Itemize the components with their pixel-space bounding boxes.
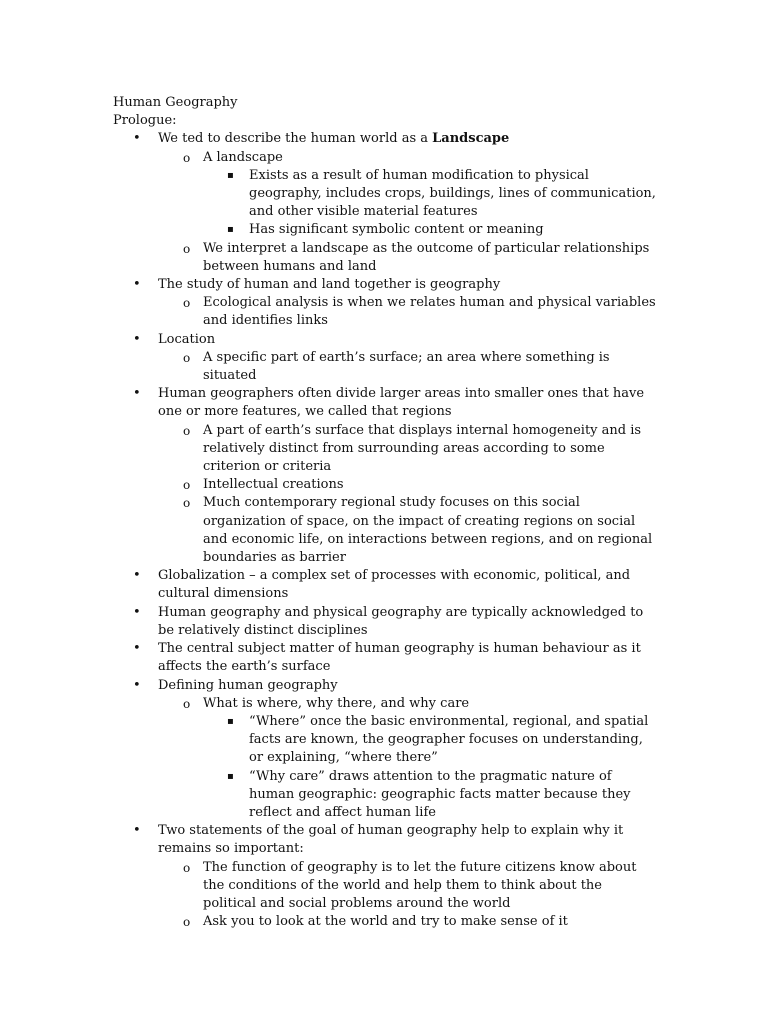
sub-sub-list-item [203, 221, 658, 239]
sub-sub-list [203, 167, 658, 240]
sub-list-item [158, 859, 658, 914]
item-text: Human geographers often divide larger areas into smaller ones that have one or more features, we called that regions [158, 386, 645, 420]
list-item [113, 604, 658, 640]
list-item [113, 677, 658, 823]
sub-list-item [158, 913, 658, 931]
bold-term: Landscape [432, 131, 510, 147]
list-item [113, 567, 658, 603]
sub-list-item [158, 349, 658, 385]
item-text: Ask you to look at the world and try to make sense of it [203, 914, 568, 930]
item-text: A part of earth’s surface that displays internal homogeneity and is relatively distinct from surrounding areas according to some criterion or criteria [203, 422, 642, 475]
item-text: Intellectual creations [203, 477, 344, 493]
item-text: Much contemporary regional study focuses on this social organization of space, on the impact of creating regions on social and economic life, on interactions between regions, and on regional boundaries as barrier [203, 495, 653, 566]
item-text: Has significant symbolic content or meaning [249, 222, 544, 238]
item-text: Defining human geography [158, 677, 338, 693]
sub-list-item [158, 476, 658, 494]
list-item [113, 130, 658, 276]
list-item [113, 385, 658, 567]
sub-list [158, 695, 658, 822]
item-text: “Why care” draws attention to the pragmatic nature of human geographic: geographic facts matter because they reflect and affect human life [249, 768, 631, 820]
item-text: Human geography and physical geography are typically acknowledged to be relatively distinct disciplines [158, 604, 644, 638]
sub-sub-list-item [203, 167, 658, 222]
sub-list [158, 349, 658, 385]
sub-list-item [158, 494, 658, 567]
sub-list-item [158, 294, 658, 330]
item-text: The study of human and land together is geography [158, 277, 501, 293]
document-title: Human Geography [113, 95, 238, 110]
list-item [113, 276, 658, 331]
item-text: We ted to describe the human world as a [158, 131, 433, 147]
item-text: Globalization – a complex set of processes with economic, political, and cultural dimensions [158, 568, 631, 602]
item-text: Location [158, 331, 216, 347]
outline-list [113, 130, 658, 931]
document-page [113, 94, 658, 931]
item-text: Ecological analysis is when we relates human and physical variables and identifies links [203, 295, 656, 329]
item-text: A specific part of earth’s surface; an area where something is situated [203, 349, 610, 384]
list-item [113, 640, 658, 676]
sub-list-item [158, 695, 658, 822]
sub-list-item [158, 149, 658, 240]
sub-list-item [158, 240, 658, 276]
sub-sub-list-item [203, 768, 658, 823]
sub-list [158, 422, 658, 568]
sub-sub-list-item [203, 713, 658, 768]
sub-list [158, 294, 658, 330]
item-text: “Where” once the basic environmental, regional, and spatial facts are known, the geographer focuses on understanding, or explaining, “where there” [249, 713, 649, 766]
sub-list [158, 149, 658, 276]
section-heading: Prologue: [113, 113, 177, 129]
item-text: Exists as a result of human modification to physical geography, includes crops, buildings, lines of communication, and other visible material features [249, 167, 656, 220]
item-text: Two statements of the goal of human geography help to explain why it remains so important: [158, 823, 624, 857]
item-text: What is where, why there, and why care [203, 695, 470, 711]
list-item [113, 331, 658, 386]
item-text: The central subject matter of human geography is human behaviour as it affects the earth’s surface [158, 641, 641, 675]
item-text: We interpret a landscape as the outcome of particular relationships between humans and land [203, 240, 650, 274]
sub-sub-list [203, 713, 658, 822]
sub-list-item [158, 422, 658, 477]
sub-list [158, 859, 658, 932]
item-text: The function of geography is to let the future citizens know about the conditions of the world and help them to think about the political and social problems around the world [203, 859, 637, 911]
item-text: A landscape [203, 149, 283, 165]
list-item [113, 822, 658, 931]
